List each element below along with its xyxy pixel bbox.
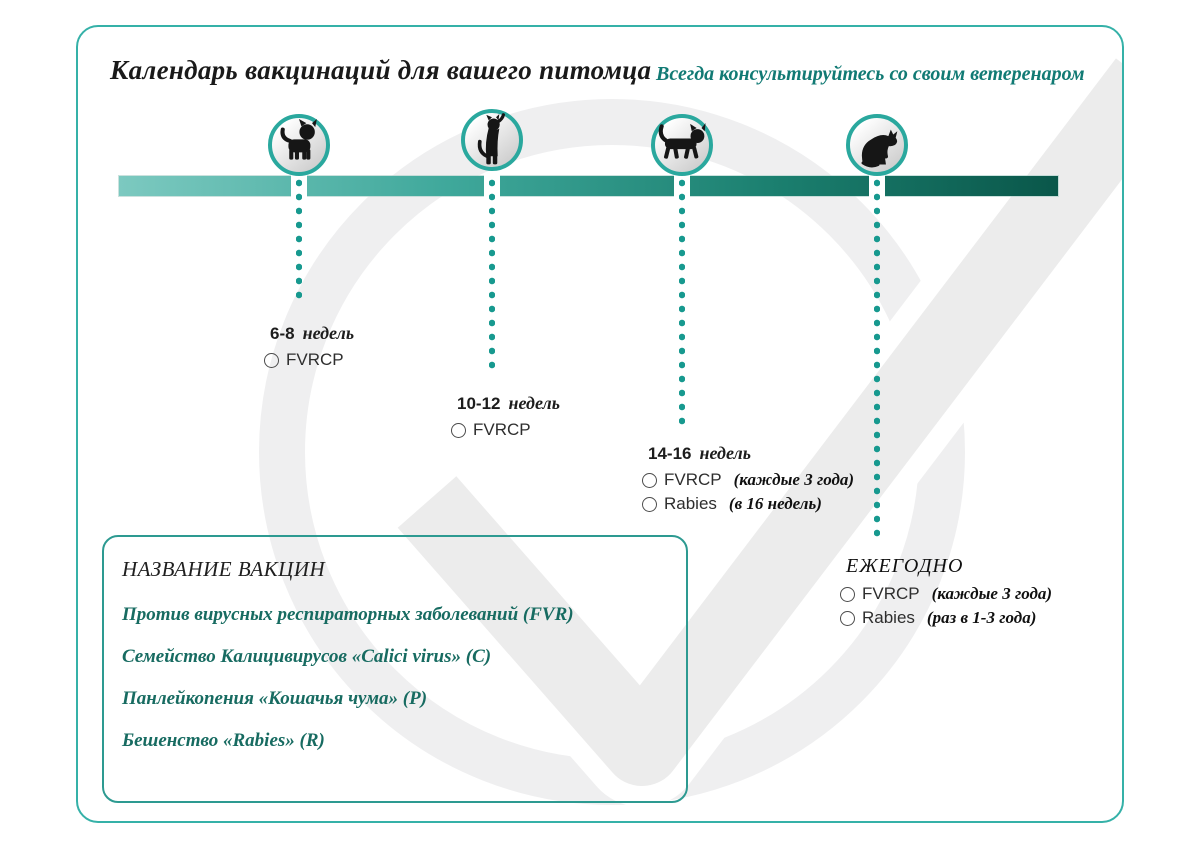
vaccine-bullet-circle-icon xyxy=(264,353,279,368)
age-unit: недель xyxy=(508,393,560,413)
vaccine-bullet-circle-icon xyxy=(451,423,466,438)
milestone-label-yearly xyxy=(840,555,1052,630)
dotted-connector-line xyxy=(874,176,880,540)
milestone-badge xyxy=(461,109,523,171)
page-title: Календарь вакцинаций для вашего питомца xyxy=(110,55,652,85)
milestone-label-6-8-weeks xyxy=(264,323,354,372)
milestone-label-10-12-weeks xyxy=(451,393,560,442)
infographic-card xyxy=(76,25,1124,823)
age-range: 14-16 xyxy=(648,444,692,463)
dotted-connector-line xyxy=(679,176,685,428)
kitten-standing-icon xyxy=(273,119,325,171)
age-range: ЕЖЕГОДНО xyxy=(846,555,964,577)
legend-item-fvr: Против вирусных респираторных заболеваний (FVR) xyxy=(122,604,574,625)
vaccine-bullet-circle-icon xyxy=(840,611,855,626)
vaccine-name: FVRCP xyxy=(862,584,920,603)
vaccine-bullet-circle-icon xyxy=(840,587,855,602)
vaccine-bullet-circle-icon xyxy=(642,473,657,488)
timeline-bar xyxy=(119,176,1058,196)
vaccine-legend-box xyxy=(102,535,688,803)
legend-item-panleukopenia: Панлейкопения «Кошачья чума» (P) xyxy=(122,688,428,709)
dotted-connector-line xyxy=(489,176,495,372)
vaccine-bullet-circle-icon xyxy=(642,497,657,512)
vet-disclaimer-text: Всегда консультируйтесь со своим ветеренаром xyxy=(656,63,1085,85)
milestone-label-14-16-weeks xyxy=(642,443,854,516)
vaccine-name: Rabies xyxy=(664,494,717,513)
vaccine-note: (каждые 3 года) xyxy=(931,584,1053,603)
age-unit: недель xyxy=(302,323,355,343)
age-range: 6-8 xyxy=(270,324,295,343)
vaccine-name: Rabies xyxy=(862,608,915,627)
vaccine-note: (раз в 1-3 года) xyxy=(926,608,1037,627)
age-unit: недель xyxy=(699,443,751,463)
age-range: 10-12 xyxy=(457,394,501,413)
vaccine-note: (каждые 3 года) xyxy=(733,470,855,489)
cat-walking-icon xyxy=(656,119,708,171)
vaccine-note: (в 16 недель) xyxy=(728,494,822,513)
milestone-badge xyxy=(651,114,713,176)
vaccine-name: FVRCP xyxy=(286,350,344,369)
vaccine-name: FVRCP xyxy=(664,470,722,489)
dotted-connector-line xyxy=(296,176,302,302)
milestone-badge xyxy=(268,114,330,176)
legend-item-rabies: Бешенство «Rabies» (R) xyxy=(122,730,325,751)
vaccine-name: FVRCP xyxy=(473,420,531,439)
legend-title: НАЗВАНИЕ ВАКЦИН xyxy=(122,557,326,581)
milestone-badge xyxy=(846,114,908,176)
legend-item-calici: Семейство Калицивирусов «Calici virus» (C) xyxy=(122,646,492,667)
cat-stretching-icon xyxy=(466,114,518,166)
cat-grooming-icon xyxy=(851,119,903,171)
